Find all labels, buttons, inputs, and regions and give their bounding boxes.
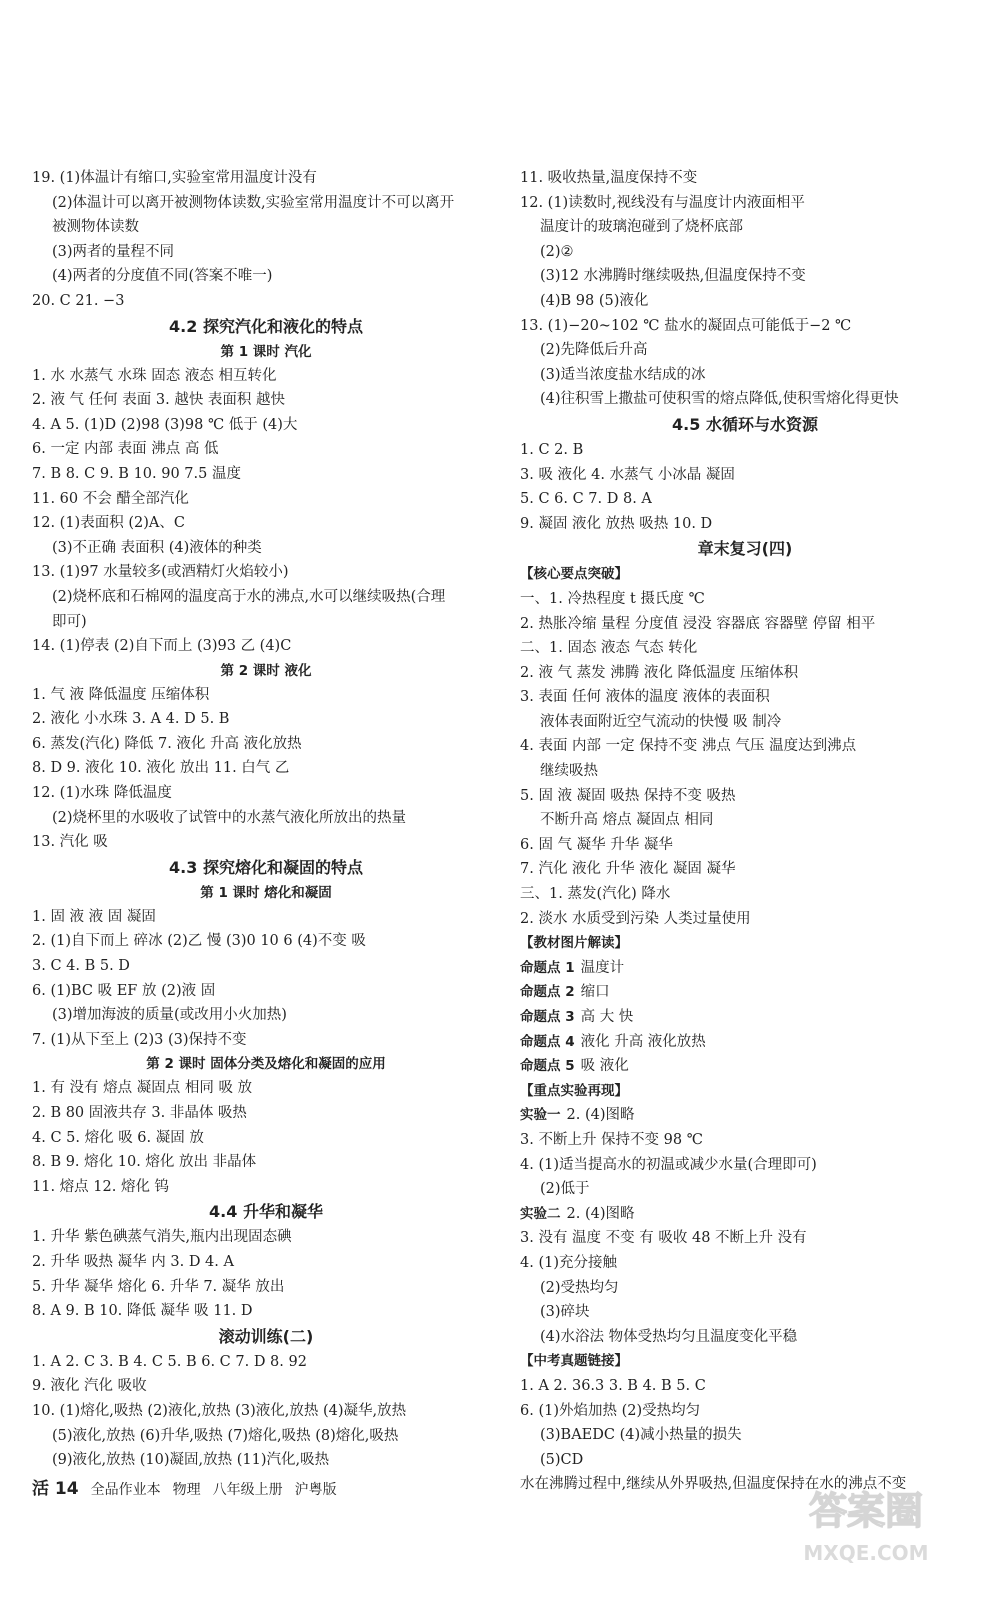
- answer-line: 2. 液 气 蒸发 沸腾 液化 降低温度 压缩体积: [520, 664, 799, 681]
- answer-continuation: 温度计的玻璃泡碰到了烧杯底部: [540, 219, 743, 236]
- answer-line: 2. 液化 小水珠 3. A 4. D 5. B: [32, 711, 230, 728]
- right-column: [520, 166, 970, 1497]
- answer-line: 2. B 80 固液共存 3. 非晶体 吸热: [32, 1105, 247, 1121]
- answer-continuation: (3)BAEDC (4)减小热量的损失: [540, 1427, 742, 1444]
- answer-line: 14. (1)停表 (2)自下而上 (3)93 乙 (4)C: [32, 638, 292, 655]
- answer-line: 2. (1)自下而上 碎冰 (2)乙 慢 (3)0 10 6 (4)不变 吸: [32, 933, 366, 950]
- section-heading: 4.5 水循环与水资源: [672, 414, 818, 434]
- bracket-heading: 【核心要点突破】: [520, 566, 628, 583]
- lesson-heading: 第 2 课时 液化: [220, 662, 312, 679]
- answer-text: 液化 升高 液化放热: [580, 1033, 706, 1050]
- answer-line: 1. C 2. B: [520, 441, 584, 458]
- answer-label: 实验二: [520, 1205, 561, 1222]
- left-column: [32, 166, 500, 1473]
- answer-line: 11. 吸收热量,温度保持不变: [520, 170, 698, 186]
- answer-line: 6. (1)外焰加热 (2)受热均匀: [520, 1402, 701, 1419]
- labeled-answer: [520, 1005, 970, 1030]
- answer-line: 二、1. 固态 液态 气态 转化: [520, 640, 698, 657]
- answer-line: 2. 热胀冷缩 量程 分度值 浸没 容器底 容器壁 停留 相平: [520, 615, 876, 632]
- answer-line: 水在沸腾过程中,继续从外界吸热,但温度保持在水的沸点不变: [520, 1476, 907, 1493]
- answer-label: 命题点 3: [520, 1009, 575, 1025]
- answer-line: 3. 表面 任何 液体的温度 液体的表面积: [520, 689, 770, 706]
- answer-text: 吸 液化: [580, 1058, 629, 1075]
- answer-line: 6. 蒸发(汽化) 降低 7. 液化 升高 液化放热: [32, 735, 302, 752]
- answer-continuation: (9)液化,放热 (10)凝固,放热 (11)汽化,吸热: [52, 1452, 330, 1469]
- section-heading: 滚动训练(二): [218, 1326, 314, 1346]
- answer-line: 1. A 2. C 3. B 4. C 5. B 6. C 7. D 8. 92: [32, 1353, 307, 1370]
- answer-line: 8. B 9. 熔化 10. 熔化 放出 非晶体: [32, 1154, 257, 1171]
- section-heading: 4.3 探究熔化和凝固的特点: [169, 857, 363, 877]
- labeled-answer: [520, 980, 970, 1005]
- answer-line: 11. 熔点 12. 熔化 钨: [32, 1178, 170, 1195]
- answer-continuation: (3)增加海波的质量(或改用小火加热): [52, 1007, 287, 1024]
- answer-line: 8. A 9. B 10. 降低 凝华 吸 11. D: [32, 1303, 253, 1320]
- answer-continuation: (4)水浴法 物体受热均匀且温度变化平稳: [540, 1328, 798, 1345]
- answer-continuation: (2)烧杯底和石棉网的温度高于水的沸点,水可以继续吸热(合理: [52, 588, 446, 605]
- answer-line: 6. (1)BC 吸 EF 放 (2)液 固: [32, 982, 216, 999]
- answer-continuation: (2)低于: [540, 1181, 590, 1198]
- answer-text: 2. (4)图略: [566, 1107, 635, 1124]
- answer-line: 11. 60 不会 醋全部汽化: [32, 490, 189, 507]
- page-footer: [32, 1474, 337, 1499]
- answer-line: 2. 升华 吸热 凝华 内 3. D 4. A: [32, 1253, 234, 1270]
- answer-continuation: (2)先降低后升高: [540, 342, 648, 359]
- answer-line: 19. (1)体温计有缩口,实验室常用温度计没有: [32, 170, 317, 186]
- answer-label: 命题点 2: [520, 984, 575, 1001]
- answer-line: 一、1. 冷热程度 t 摄氏度 ℃: [520, 590, 705, 607]
- answer-line: 2. 液 气 任何 表面 3. 越快 表面积 越快: [32, 392, 286, 409]
- book-title: 全品作业本: [90, 1482, 161, 1498]
- answer-text: 高 大 快: [580, 1009, 634, 1025]
- answer-continuation: (3)不正确 表面积 (4)液体的种类: [52, 539, 262, 556]
- subject: 物理: [172, 1482, 201, 1498]
- answer-line: 12. (1)读数时,视线没有与温度计内液面相平: [520, 194, 805, 211]
- bracket-heading: 【教材图片解读】: [520, 935, 628, 952]
- answer-line: 4. (1)适当提高水的初温或减少水量(合理即可): [520, 1156, 817, 1173]
- section-heading: 4.4 升华和凝华: [209, 1202, 323, 1222]
- answer-line: 3. 不断上升 保持不变 98 ℃: [520, 1131, 703, 1148]
- answer-text: 2. (4)图略: [566, 1205, 635, 1222]
- answer-continuation: (4)B 98 (5)液化: [540, 292, 649, 309]
- answer-continuation: 被测物体读数: [52, 219, 139, 236]
- answer-line: 3. 吸 液化 4. 水蒸气 小冰晶 凝固: [520, 466, 735, 483]
- answer-line: 三、1. 蒸发(汽化) 降水: [520, 886, 671, 903]
- page-number: 活 14: [32, 1479, 79, 1499]
- answer-line: 4. (1)充分接触: [520, 1254, 617, 1271]
- labeled-answer: [520, 956, 970, 981]
- answer-line: 13. (1)97 水量较多(或酒精灯火焰较小): [32, 564, 289, 581]
- labeled-answer: [520, 1103, 970, 1128]
- answer-line: 5. 升华 凝华 熔化 6. 升华 7. 凝华 放出: [32, 1278, 285, 1295]
- answer-continuation: (3)适当浓度盐水结成的冰: [540, 366, 706, 383]
- answer-line: 7. 汽化 液化 升华 液化 凝固 凝华: [520, 861, 736, 878]
- answer-line: 1. 升华 紫色碘蒸气消失,瓶内出现固态碘: [32, 1229, 292, 1246]
- answer-continuation: (2)烧杯里的水吸收了试管中的水蒸气液化所放出的热量: [52, 809, 407, 826]
- answer-continuation: 不断升高 熔点 凝固点 相同: [540, 812, 714, 829]
- answer-line: 13. (1)−20~102 ℃ 盐水的凝固点可能低于−2 ℃: [520, 317, 852, 334]
- answer-line: 13. 汽化 吸: [32, 834, 108, 851]
- answer-continuation: (5)CD: [540, 1451, 584, 1468]
- answer-line: 9. 凝固 液化 放热 吸热 10. D: [520, 515, 713, 532]
- answer-continuation: (3)两者的量程不同: [52, 243, 175, 260]
- answer-line: 1. 固 液 液 固 凝固: [32, 908, 156, 925]
- answer-line: 3. 没有 温度 不变 有 吸收 48 不断上升 没有: [520, 1230, 807, 1247]
- answer-line: 10. (1)熔化,吸热 (2)液化,放热 (3)液化,放热 (4)凝华,放热: [32, 1402, 407, 1419]
- answer-label: 实验一: [520, 1107, 561, 1124]
- answer-continuation: 即可): [52, 613, 87, 630]
- answer-line: 3. C 4. B 5. D: [32, 958, 130, 975]
- answer-continuation: (4)两者的分度值不同(答案不唯一): [52, 268, 273, 285]
- lesson-heading: 第 2 课时 固体分类及熔化和凝固的应用: [146, 1056, 386, 1073]
- answer-line: 1. 有 没有 熔点 凝固点 相同 吸 放: [32, 1080, 253, 1097]
- answer-line: 12. (1)表面积 (2)A、C: [32, 515, 185, 532]
- watermark-logo: [766, 1478, 966, 1568]
- answer-continuation: (4)往积雪上撒盐可使积雪的熔点降低,使积雪熔化得更快: [540, 391, 899, 408]
- answer-label: 命题点 5: [520, 1058, 575, 1075]
- answer-line: 12. (1)水珠 降低温度: [32, 785, 172, 802]
- answer-continuation: (2)受热均匀: [540, 1279, 619, 1296]
- answer-continuation: (3)碎块: [540, 1304, 590, 1321]
- answer-continuation: (3)12 水沸腾时继续吸热,但温度保持不变: [540, 268, 806, 285]
- edition: 沪粤版: [294, 1482, 337, 1498]
- answer-line: 4. A 5. (1)D (2)98 (3)98 ℃ 低于 (4)大: [32, 416, 298, 433]
- answer-line: 6. 一定 内部 表面 沸点 高 低: [32, 441, 219, 458]
- bracket-heading: 【重点实验再现】: [520, 1082, 628, 1099]
- labeled-answer: [520, 1202, 970, 1227]
- labeled-answer: [520, 1030, 970, 1055]
- answer-line: 1. A 2. 36.3 3. B 4. B 5. C: [520, 1377, 706, 1394]
- lesson-heading: 第 1 课时 熔化和凝固: [200, 884, 332, 901]
- answer-line: 5. C 6. C 7. D 8. A: [520, 491, 652, 508]
- answer-line: 2. 淡水 水质受到污染 人类过量使用: [520, 910, 751, 927]
- answer-continuation: 继续吸热: [540, 763, 598, 780]
- answer-line: 7. B 8. C 9. B 10. 90 7.5 温度: [32, 465, 241, 482]
- answer-continuation: 液体表面附近空气流动的快慢 吸 制冷: [540, 713, 782, 730]
- svg-text:答案圈: 答案圈: [808, 1489, 924, 1533]
- lesson-heading: 第 1 课时 汽化: [220, 343, 312, 360]
- answer-text: 缩口: [580, 984, 610, 1001]
- answer-continuation: (2)②: [540, 243, 574, 260]
- answer-text: 温度计: [580, 959, 625, 976]
- answer-continuation: (2)体温计可以离开被测物体读数,实验室常用温度计不可以离开: [52, 194, 455, 211]
- answer-line: 8. D 9. 液化 10. 液化 放出 11. 白气 乙: [32, 760, 290, 777]
- answer-line: 4. C 5. 熔化 吸 6. 凝固 放: [32, 1129, 204, 1146]
- answer-line: 9. 液化 汽化 吸收: [32, 1378, 147, 1395]
- answer-line: 7. (1)从下至上 (2)3 (3)保持不变: [32, 1031, 247, 1048]
- labeled-answer: [520, 1054, 970, 1079]
- answer-line: 6. 固 气 凝华 升华 凝华: [520, 836, 673, 853]
- answer-line: 1. 水 水蒸气 水珠 固态 液态 相互转化: [32, 367, 277, 384]
- section-heading: 章末复习(四): [697, 539, 793, 559]
- answer-label: 命题点 4: [520, 1033, 575, 1050]
- answer-line: 5. 固 液 凝固 吸热 保持不变 吸热: [520, 787, 736, 804]
- grade: 八年级上册: [212, 1482, 283, 1498]
- answer-continuation: (5)液化,放热 (6)升华,吸热 (7)熔化,吸热 (8)熔化,吸热: [52, 1427, 399, 1444]
- section-heading: 4.2 探究汽化和液化的特点: [169, 316, 363, 336]
- answer-line: 1. 气 液 降低温度 压缩体积: [32, 686, 210, 703]
- answer-line: 20. C 21. −3: [32, 292, 125, 309]
- answer-label: 命题点 1: [520, 959, 575, 976]
- bracket-heading: 【中考真题链接】: [520, 1353, 628, 1370]
- watermark-graphic: [766, 1478, 966, 1568]
- svg-text:MXQE.COM: MXQE.COM: [803, 1541, 929, 1565]
- answer-line: 4. 表面 内部 一定 保持不变 沸点 气压 温度达到沸点: [520, 738, 857, 755]
